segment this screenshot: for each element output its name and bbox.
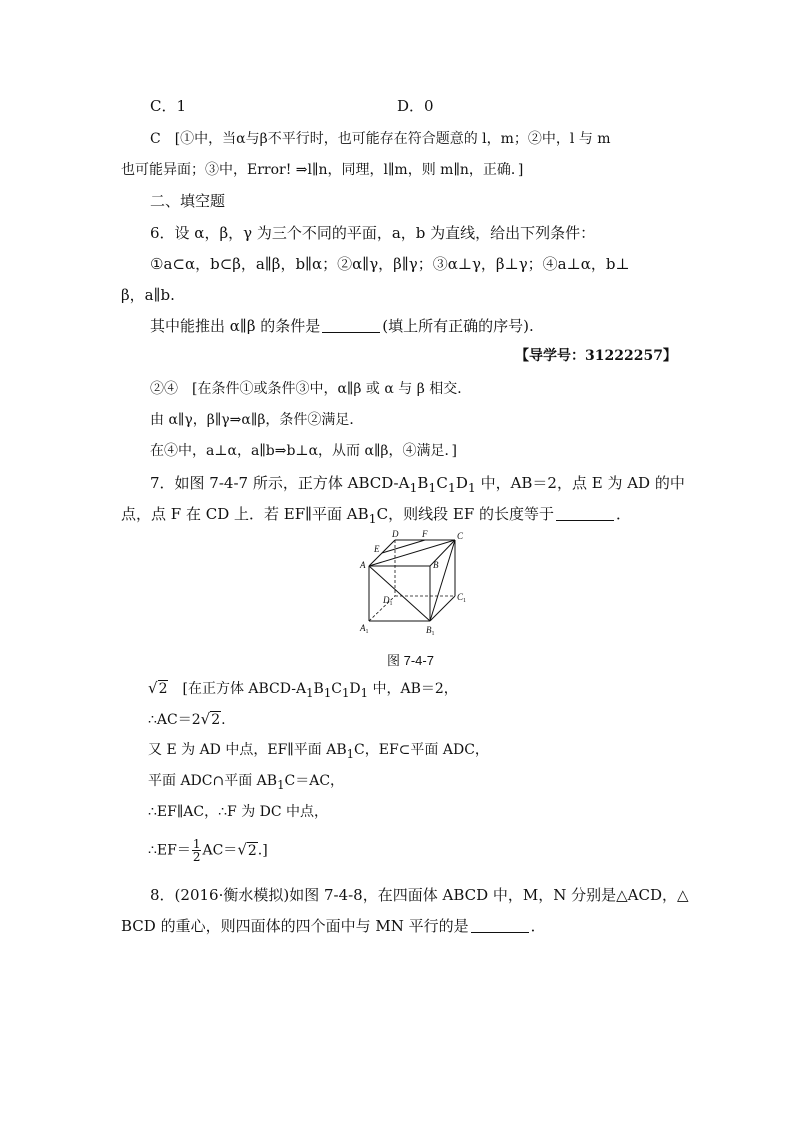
answer-blank [556,506,614,521]
q7-text: B [417,474,429,492]
answer-text: 平面 ADC∩平面 AB [148,773,278,789]
q7-line2 [121,504,631,529]
subscript: 1 [277,777,285,792]
label-A: A [360,560,366,570]
radicand: 2 [247,842,257,859]
q6-line4 [150,316,534,336]
label-B1: $B_1$ [426,625,435,637]
q8-line2 [121,916,546,936]
numerator: 1 [192,837,201,851]
q7-answer-line2 [148,709,226,730]
label-C1: $C_1$ [457,592,467,604]
q8-text: BCD 的重心，则四面体的四个面中与 MN 平行的是 [121,917,469,935]
guide-number: 【导学号：31222257】 [515,348,677,364]
q7-text: C，则线段 EF 的长度等于 [376,505,554,523]
answer-text: ∴AC＝2 [148,712,201,728]
q5-answer-line2: 也可能异面；③中，Error! ⇒l∥n，同理，l∥m，则 m∥n，正确．] [121,162,524,178]
subscript: 1 [341,685,350,700]
subscript: 1 [467,480,476,495]
subscript: 1 [428,480,437,495]
q7-answer-line5: ∴EF∥AC，∴F 为 DC 中点， [148,804,329,820]
label-C: C [457,531,464,541]
subscript: 1 [409,480,418,495]
q6-line1: 6．设 α，β，γ 为三个不同的平面，a，b 为直线，给出下列条件： [150,224,596,242]
label-B: B [433,560,439,570]
q7-text: ． [616,505,632,523]
q6-hint: (填上所有正确的序号). [382,317,534,335]
q7-text: C [436,474,448,492]
subscript: 1 [306,685,314,700]
radicand: 2 [211,712,221,728]
q8-text: ． [530,917,546,935]
label-A1: $A_1$ [360,623,369,635]
q7-text: 点，点 F 在 CD 上．若 EF∥平面 AB [121,505,369,523]
subscript: 1 [346,746,355,761]
q7-text: 7．如图 7-4-7 所示，正方体 ABCD-A [150,474,410,492]
q6-line3: β，a∥b. [121,286,175,304]
subscript: 1 [447,480,456,495]
cube-figure [355,528,475,638]
answer-blank [322,318,380,333]
answer-blank [471,918,529,933]
answer-text: .] [257,842,268,859]
q6-answer-line1: ②④ [在条件①或条件③中，α∥β 或 α 与 β 相交． [150,381,472,397]
q8-line1: 8．(2016·衡水模拟)如图 7-4-8，在四面体 ABCD 中，M，N 分别是△ACD，△ [150,886,689,904]
subscript: 1 [360,685,369,700]
answer-text: C [331,681,342,697]
q7-answer-line6 [148,838,268,863]
answer-text: . [221,712,226,728]
answer-text: 又 E 为 AD 中点，EF∥平面 AB [148,742,347,758]
label-F: F [422,529,428,539]
denominator: 2 [192,850,201,864]
hidden-edge-A1-D1 [369,596,395,621]
q7-text: 中，AB＝2，点 E 为 AD 的中 [475,474,685,492]
q6-line2: ①a⊂α，b⊂β，a∥β，b∥α；②α∥γ，β∥γ；③α⊥γ，β⊥γ；④a⊥α，b⊥ [150,255,630,273]
q6-answer-line3: 在④中，a⊥α，a∥b⇒b⊥α，从而 α∥β，④满足．] [150,443,457,459]
answer-text: AC＝ [202,842,238,859]
radicand: 2 [158,681,168,697]
subscript: 1 [323,685,332,700]
answer-text: 中，AB＝2， [368,681,458,697]
answer-text: ∴EF＝ [148,842,191,859]
q7-answer-line3 [148,740,489,764]
q6-stem: 其中能推出 α∥β 的条件是 [150,317,321,335]
option-d: D．0 [397,97,434,115]
section-heading: 二、填空题 [150,192,226,210]
label-D: D [392,529,399,539]
answer-text: C，EF⊂平面 ADC， [354,742,489,758]
answer-text: C＝AC， [284,773,345,789]
q7-answer-line1 [148,678,458,703]
sqrt-symbol: √ [237,840,247,859]
q7-line1 [150,473,685,498]
sqrt-symbol: √ [148,679,158,697]
answer-text: B [313,681,324,697]
label-D1: $D_1$ [383,595,393,607]
q5-answer-line1: C [①中，当α与β不平行时，也可能存在符合题意的 l，m；②中，l 与 m [150,131,611,147]
answer-text: D [349,681,361,697]
fraction [192,838,202,863]
option-c: C．1 [150,97,187,115]
q7-text: D [455,474,468,492]
figure-caption: 图 7-4-7 [387,653,434,668]
subscript: 1 [368,511,377,526]
q6-answer-line2: 由 α∥γ，β∥γ⇒α∥β，条件②满足． [150,412,364,428]
answer-text: [在正方体 ABCD-A [168,681,307,697]
q7-answer-line4 [148,771,344,795]
label-E: E [374,544,380,554]
sqrt-symbol: √ [200,710,211,728]
